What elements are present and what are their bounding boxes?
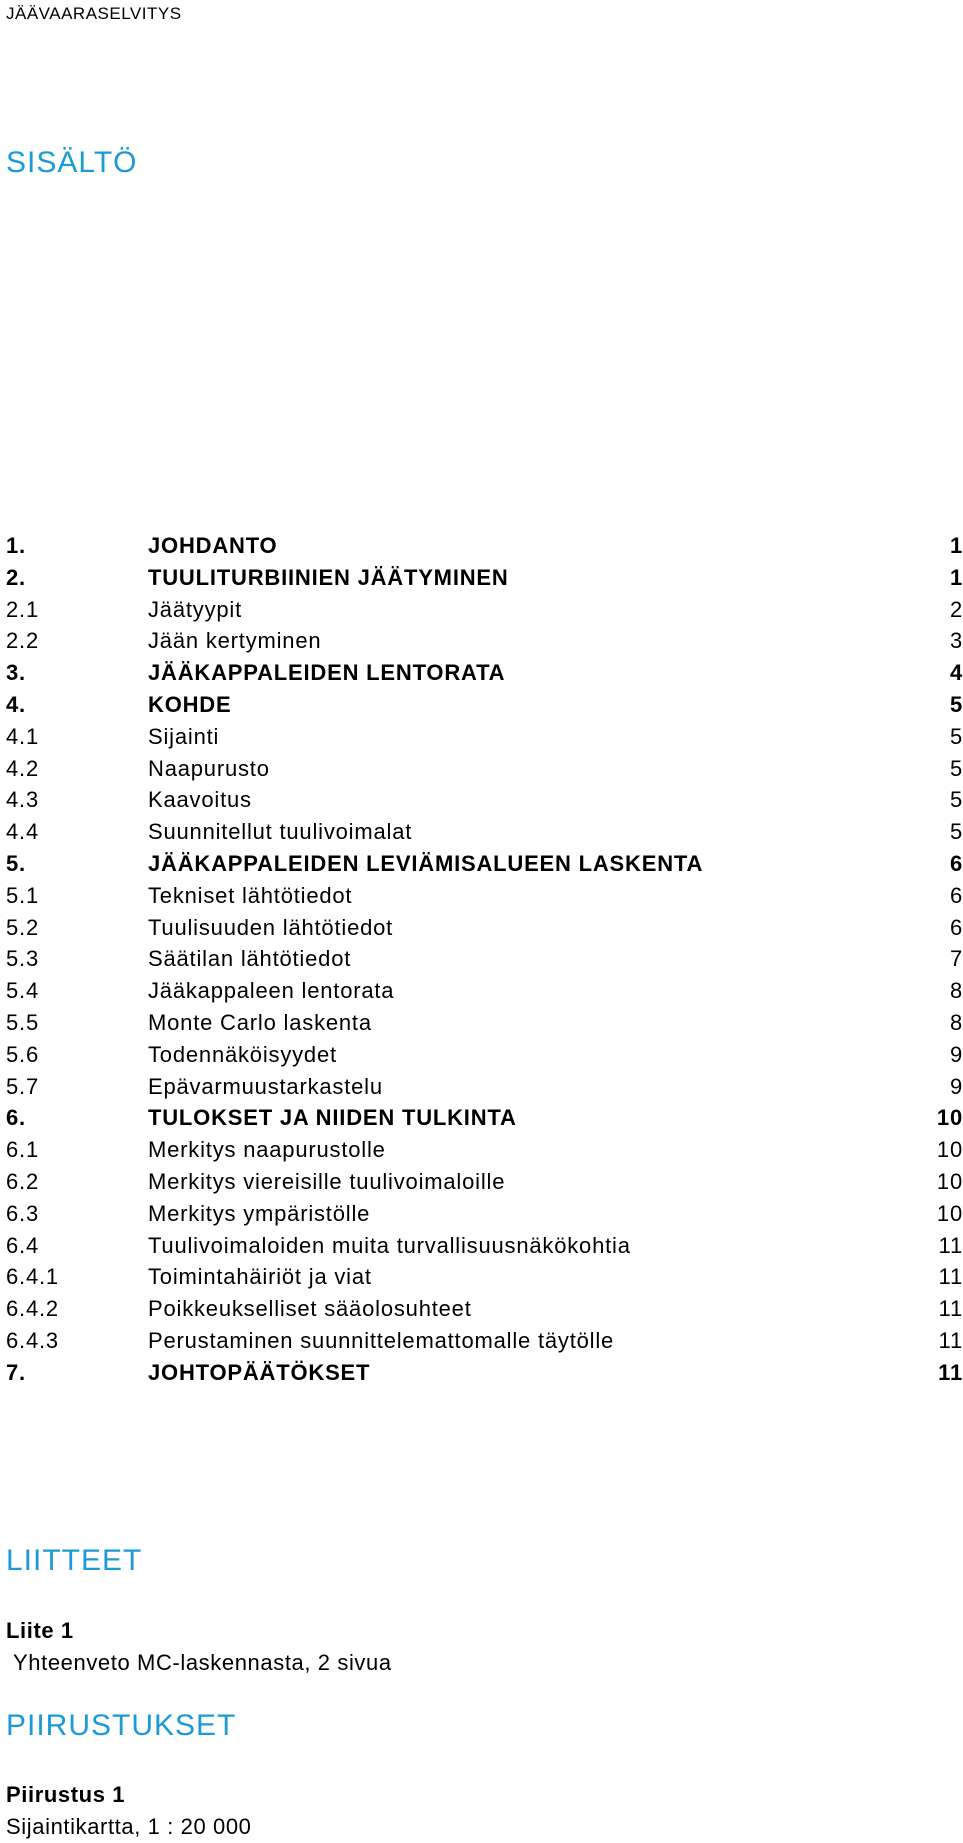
toc-entry-title: Jään kertyminen — [148, 628, 322, 654]
toc-entry-page: 4 — [949, 660, 963, 686]
toc-entry-number: 7. — [6, 1359, 26, 1385]
toc-entry-number: 4.1 — [6, 723, 39, 749]
appendices-heading: LIITTEET — [6, 1544, 143, 1577]
toc-entry-page: 1 — [949, 533, 963, 558]
appendix-label: Liite 1 — [6, 1618, 74, 1643]
toc-row — [6, 816, 963, 848]
toc-entry-number: 6.2 — [6, 1168, 39, 1194]
toc-entry-page: 3 — [949, 628, 963, 654]
toc-row — [6, 848, 963, 880]
toc-row — [6, 1293, 963, 1325]
appendix-description: Yhteenveto MC-laskennasta, 2 sivua — [13, 1650, 392, 1675]
toc-entry-title: Jääkappaleen lentorata — [148, 978, 395, 1004]
toc-entry-title: Tuulisuuden lähtötiedot — [148, 914, 394, 940]
toc-entry-title: Kaavoitus — [148, 787, 252, 813]
toc-entry-title: Todennäköisyydet — [148, 1041, 337, 1067]
toc-entry-title: Poikkeukselliset sääolosuhteet — [148, 1296, 472, 1322]
toc-entry-title: KOHDE — [148, 691, 232, 717]
toc-entry-page: 9 — [949, 1073, 963, 1099]
toc-row — [6, 880, 963, 912]
toc-entry-title: Perustaminen suunnittelemattomalle täytölle — [148, 1327, 615, 1353]
toc-entry-page: 6 — [949, 850, 963, 876]
toc-row — [6, 689, 963, 721]
toc-entry-page: 5 — [949, 723, 963, 749]
toc-entry-number: 4.2 — [6, 755, 39, 781]
toc-entry-page: 10 — [936, 1137, 963, 1163]
toc-entry-page: 5 — [949, 691, 963, 717]
toc-entry-title: Monte Carlo laskenta — [148, 1009, 372, 1035]
toc-row — [6, 625, 963, 657]
toc-entry-number: 6. — [6, 1105, 26, 1131]
toc-row — [6, 721, 963, 753]
toc-entry-number: 6.4.3 — [6, 1327, 59, 1353]
toc-row — [6, 1134, 963, 1166]
toc-entry-title: Jäätyypit — [148, 596, 243, 622]
toc-row — [6, 1071, 963, 1103]
toc-entry-number: 6.1 — [6, 1137, 39, 1163]
toc-entry-page: 11 — [938, 1359, 963, 1385]
toc-entry-title: Sijainti — [148, 723, 220, 749]
toc-entry-page: 5 — [949, 755, 963, 781]
toc-entry-number: 1. — [6, 533, 26, 558]
toc-entry-number: 5.2 — [6, 914, 39, 940]
contents-heading: SISÄLTÖ — [6, 146, 138, 179]
toc-row — [6, 1198, 963, 1230]
toc-entry-number: 6.4 — [6, 1232, 39, 1258]
toc-entry-title: Suunnitellut tuulivoimalat — [148, 819, 413, 845]
toc-entry-number: 2.2 — [6, 628, 39, 654]
toc-entry-page: 5 — [949, 787, 963, 813]
toc-entry-number: 5.5 — [6, 1009, 39, 1035]
toc-entry-title: TUULITURBIINIEN JÄÄTYMINEN — [148, 564, 509, 590]
toc-entry-page: 2 — [949, 596, 963, 622]
toc-entry-page: 8 — [949, 978, 963, 1004]
toc-entry-title: Merkitys viereisille tuulivoimaloille — [148, 1168, 506, 1194]
toc-entry-number: 5. — [6, 850, 26, 876]
toc-entry-page: 10 — [936, 1168, 963, 1194]
toc-entry-title: Merkitys ympäristölle — [148, 1200, 371, 1226]
toc-row — [6, 1039, 963, 1071]
toc-entry-page: 6 — [949, 882, 963, 908]
toc-entry-title: Toimintahäiriöt ja viat — [148, 1264, 372, 1290]
toc-entry-page: 9 — [949, 1041, 963, 1067]
toc-entry-number: 6.3 — [6, 1200, 39, 1226]
toc-row — [6, 1357, 963, 1389]
toc-entry-number: 2.1 — [6, 596, 39, 622]
toc-entry-title: Tekniset lähtötiedot — [148, 882, 353, 908]
toc-entry-page: 1 — [949, 564, 963, 590]
toc-entry-title: JOHDANTO — [148, 533, 278, 558]
toc-entry-page: 8 — [949, 1009, 963, 1035]
toc-entry-number: 6.4.1 — [6, 1264, 59, 1290]
toc-row — [6, 753, 963, 785]
toc-entry-number: 5.7 — [6, 1073, 39, 1099]
toc-entry-number: 4. — [6, 691, 26, 717]
toc-row — [6, 975, 963, 1007]
toc-entry-number: 5.1 — [6, 882, 39, 908]
toc-entry-title: Epävarmuustarkastelu — [148, 1073, 383, 1099]
toc-entry-page: 5 — [949, 819, 963, 845]
toc-entry-title: Säätilan lähtötiedot — [148, 946, 352, 972]
toc-row — [6, 912, 963, 944]
drawing-label: Piirustus 1 — [6, 1782, 126, 1807]
toc-entry-title: JÄÄKAPPALEIDEN LEVIÄMISALUEEN LASKENTA — [148, 850, 704, 876]
toc-entry-page: 11 — [938, 1327, 963, 1353]
toc-row — [6, 530, 963, 562]
toc-row — [6, 784, 963, 816]
toc-entry-number: 4.3 — [6, 787, 39, 813]
toc-entry-page: 10 — [936, 1200, 963, 1226]
toc-entry-page: 11 — [938, 1296, 963, 1322]
toc-row — [6, 943, 963, 975]
toc-entry-title: JOHTOPÄÄTÖKSET — [148, 1359, 371, 1385]
table-of-contents — [6, 530, 963, 1389]
toc-row — [6, 1261, 963, 1293]
toc-entry-number: 5.4 — [6, 978, 39, 1004]
toc-entry-title: Naapurusto — [148, 755, 270, 781]
toc-entry-number: 5.3 — [6, 946, 39, 972]
drawing-description: Sijaintikartta, 1 : 20 000 — [6, 1814, 252, 1839]
toc-row — [6, 1325, 963, 1357]
toc-entry-number: 3. — [6, 660, 26, 686]
toc-entry-page: 6 — [949, 914, 963, 940]
toc-entry-page: 11 — [938, 1232, 963, 1258]
toc-row — [6, 1007, 963, 1039]
toc-entry-page: 10 — [936, 1105, 963, 1131]
toc-entry-number: 5.6 — [6, 1041, 39, 1067]
toc-row — [6, 1230, 963, 1262]
toc-entry-number: 4.4 — [6, 819, 39, 845]
toc-entry-title: TULOKSET JA NIIDEN TULKINTA — [148, 1105, 517, 1131]
toc-entry-title: JÄÄKAPPALEIDEN LENTORATA — [148, 660, 506, 686]
toc-row — [6, 594, 963, 626]
toc-entry-title: Tuulivoimaloiden muita turvallisuusnäkökohtia — [148, 1232, 631, 1258]
toc-entry-title: Merkitys naapurustolle — [148, 1137, 386, 1163]
toc-entry-page: 11 — [938, 1264, 963, 1290]
toc-row — [6, 1166, 963, 1198]
toc-entry-number: 2. — [6, 564, 26, 590]
toc-row — [6, 657, 963, 689]
drawings-heading: PIIRUSTUKSET — [6, 1709, 237, 1742]
toc-entry-page: 7 — [949, 946, 963, 972]
toc-row — [6, 1102, 963, 1134]
toc-row — [6, 562, 963, 594]
toc-entry-number: 6.4.2 — [6, 1296, 59, 1322]
document-header: JÄÄVAARASELVITYS — [6, 4, 182, 23]
